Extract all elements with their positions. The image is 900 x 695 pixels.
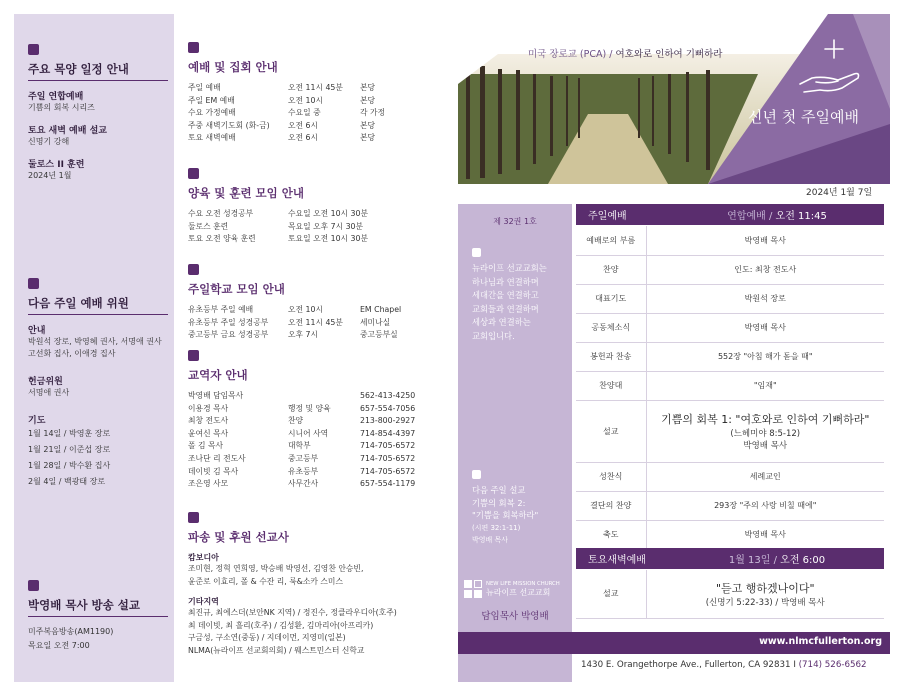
schedule-row: [188, 317, 444, 330]
row-time: [288, 390, 360, 403]
row-time: 토요일 오전 10시 30분: [288, 234, 368, 244]
schedule-row: [188, 440, 444, 453]
row-label: 축도: [576, 520, 646, 549]
row-time: 오후 7시: [288, 330, 319, 340]
next-sermon-line: 다음 주일 설교: [472, 485, 526, 495]
row-name: 토요 오전 양육 훈련: [188, 234, 256, 244]
row-name: 수요 가정예배: [188, 108, 236, 118]
row-time: 시니어 사역: [288, 428, 329, 438]
row-place: [438, 233, 444, 246]
row-label: 성찬식: [576, 462, 646, 491]
schedule-row: [188, 329, 444, 342]
schedule-row: [188, 120, 444, 133]
sermon-title: 기쁨의 회복 1: "여호와로 인하여 기뻐하라": [661, 413, 870, 426]
row-value: "임재": [646, 371, 884, 400]
training-section: [188, 168, 444, 246]
section-bullet-icon: [28, 44, 39, 55]
item-text: 1월 14일 / 박영훈 장로: [28, 429, 111, 438]
row-value: 552장 "아침 해가 돋을 때": [646, 342, 884, 371]
item-text: 2024년 1월: [28, 171, 72, 180]
row-name: 폴 김 목사: [188, 441, 224, 451]
row-place: 각 가정: [360, 108, 386, 118]
row-value: [646, 400, 884, 462]
section-bullet-icon: [28, 278, 39, 289]
sunday-service-bar: [576, 204, 884, 225]
row-label: 찬양: [576, 255, 646, 284]
row-value: 박영배 목사: [646, 520, 884, 549]
service-time: [670, 207, 884, 222]
section-title: 주요 목양 일정 안내: [28, 61, 168, 81]
website-link[interactable]: www.nlmcfullerton.org: [759, 636, 882, 647]
row-label: 대표기도: [576, 284, 646, 313]
section-bullet-icon: [188, 264, 199, 275]
item-heading: 주일 연합예배: [28, 92, 84, 102]
row-name: 중고등부 금요 성경공부: [188, 330, 269, 340]
table-row: [576, 520, 884, 549]
time-value: 오전 11:45: [775, 211, 827, 222]
website-bar: [458, 632, 890, 654]
schedule-row: [188, 453, 444, 466]
broadcast-section: [28, 580, 168, 653]
mission-text: 최진규, 최에스더(보안NK 지역) / 정진수, 정클라우디아(호주): [188, 608, 397, 618]
schedule-row: [188, 390, 444, 403]
church-logo: [464, 580, 572, 598]
table-row: [576, 400, 884, 462]
saturday-table: [576, 570, 884, 619]
table-row: [576, 313, 884, 342]
row-value: 박영배 목사: [646, 313, 884, 342]
row-place: 714-705-6572: [360, 466, 416, 476]
order-of-worship-table: [576, 226, 884, 550]
header-banner: [458, 14, 890, 184]
item-heading: 기도: [28, 416, 46, 426]
volume-number: 제 32권 1호: [493, 217, 537, 226]
committee-section: [28, 278, 168, 490]
item-text: 신명기 강해: [28, 137, 70, 146]
row-time: 유초등부: [288, 466, 319, 476]
item-text: 박원석 장로, 박영혜 권사, 서명애 권사: [28, 337, 162, 346]
item-text: 목요일 오전 7:00: [28, 641, 90, 650]
time-value: 오전 6:00: [780, 555, 826, 566]
row-name: 둘로스 훈련: [188, 221, 229, 231]
school-rows: [188, 304, 444, 342]
row-time: 찬양: [288, 416, 304, 426]
church-address: 1430 E. Orangethorpe Ave., Fullerton, CA 92831 I (714) 526-6562: [581, 660, 867, 670]
row-name: 조은영 사모: [188, 479, 229, 489]
mission-line: 뉴라이프 선교교회는: [472, 263, 547, 273]
row-label: 설교: [576, 400, 646, 462]
logo-english: NEW LIFE MISSION CHURCH: [486, 580, 560, 587]
sermon-reference: (느헤미야 8:5-12): [730, 429, 801, 439]
staff-rows: [188, 390, 444, 491]
row-name: 유초등부 주일 성경공부: [188, 317, 269, 327]
schedule-row: [188, 221, 444, 234]
church-logo-icon: [464, 580, 482, 598]
item-text: 2월 4일 / 백광태 장로: [28, 477, 106, 486]
schedule-row: [188, 82, 444, 95]
row-name: 최창 전도사: [188, 416, 229, 426]
item-heading: 헌금위원: [28, 377, 63, 387]
logo-korean: 뉴라이프 선교교회: [486, 587, 551, 597]
schedule-row: [188, 208, 444, 221]
item-text: 서명애 권사: [28, 388, 70, 397]
row-label: 찬양대: [576, 371, 646, 400]
schedule-row: [188, 107, 444, 120]
schedule-row: [188, 478, 444, 491]
row-time: 오전 10시: [288, 305, 323, 314]
bulletin-date: 2024년 1월 7일: [806, 188, 873, 198]
row-name: 이용경 목사: [188, 403, 229, 413]
schedule-row: [188, 304, 444, 317]
row-label: 공동체소식: [576, 313, 646, 342]
mission-statement: [472, 262, 568, 343]
mission-text: 구금성, 구소연(중동) / 지데이먼, 지영미(일본): [188, 633, 346, 643]
row-name: 데이빗 김 목사: [188, 466, 239, 476]
worship-section: [188, 42, 444, 145]
row-time: 오전 6시: [288, 120, 319, 130]
next-sermon-line: 기쁨의 회복 2:: [472, 497, 526, 508]
row-place: [438, 208, 444, 221]
item-heading: 안내: [28, 326, 46, 336]
section-bullet-icon: [188, 512, 199, 523]
schedule-row: [188, 415, 444, 428]
row-value: 293장 "주의 사랑 비칠 때에": [646, 491, 884, 520]
row-place: 본당: [360, 83, 376, 92]
denomination: 미국 장로교 (PCA): [528, 49, 607, 60]
row-time: 수요일 오전 10시 30분: [288, 209, 368, 218]
section-title: 다음 주일 예배 위원: [28, 295, 168, 315]
schedule-row: [188, 233, 444, 246]
phone-number: (714) 526-6562: [798, 660, 867, 670]
row-name: 주일 예배: [188, 83, 221, 92]
next-sermon-line: "기쁨을 회복하라": [472, 510, 539, 520]
hand-cross-icon: [794, 34, 866, 96]
row-name: 조나단 리 전도사: [188, 453, 246, 463]
training-rows: [188, 208, 444, 246]
header-subtitle: 미국 장로교 (PCA) / 여호와로 인하여 기뻐하라: [528, 49, 723, 60]
section-bullet-icon: [188, 42, 199, 53]
mission-region: 캄보디아: [188, 553, 219, 562]
row-value: 세례교인: [646, 462, 884, 491]
row-value: 박영배 목사: [646, 226, 884, 255]
slogan: 여호와로 인하여 기뻐하라: [615, 49, 723, 60]
row-place: 714-854-4397: [360, 428, 416, 438]
row-place: 본당: [360, 120, 376, 130]
row-time: 오전 10시: [288, 95, 323, 105]
schedule-row: [188, 428, 444, 441]
table-row: [576, 462, 884, 491]
item-text: 1월 28일 / 박수환 집사: [28, 461, 111, 470]
next-sermon: [472, 484, 568, 547]
section-bullet-icon: [472, 470, 481, 479]
schedule-section: [28, 44, 168, 182]
middle-panel: [186, 14, 446, 682]
row-name: 박영배 담임목사: [188, 391, 244, 400]
row-name: 유초등부 주일 예배: [188, 305, 254, 314]
section-bullet-icon: [188, 350, 199, 361]
row-time: 대학부: [288, 441, 311, 451]
row-place: 562-413-4250: [360, 391, 416, 400]
service-name: 토요새벽예배: [588, 555, 646, 566]
address-text: 1430 E. Orangethorpe Ave., Fullerton, CA 92831: [581, 660, 791, 670]
section-title: 박영배 목사 방송 설교: [28, 597, 168, 617]
row-label: 예배로의 부름: [576, 226, 646, 255]
mission-text: NLMA(뉴라이프 선교회의회) / 웨스트민스터 신학교: [188, 645, 365, 655]
school-section: [188, 264, 444, 342]
table-row: [576, 491, 884, 520]
preacher: 박영배 목사: [743, 441, 788, 451]
item-heading: 토요 새벽 예배 설교: [28, 126, 107, 136]
row-place: 657-554-7056: [360, 403, 416, 413]
mission-line: 교회들과 연결하며: [472, 303, 539, 314]
section-title: 양육 및 훈련 모임 안내: [188, 186, 304, 200]
mission-line: 하나님과 연결하며: [472, 276, 539, 287]
time-label: 연합예배 /: [727, 211, 773, 222]
mission-region: 기타지역: [188, 597, 219, 607]
sermon-reference: (신명기 5:22-33) / 박영배 목사: [705, 597, 825, 608]
table-row: [576, 226, 884, 255]
worship-rows: [188, 82, 444, 145]
schedule-row: [188, 95, 444, 108]
section-title: 파송 및 후원 선교사: [188, 530, 289, 544]
mission-text: 윤준로 이효리, 폴 & 수잔 리, 룩&소카 스미스: [188, 576, 343, 586]
next-sermon-line: (시편 32:1-11): [472, 523, 521, 532]
item-text: 고선화 집사, 이애경 집사: [28, 349, 116, 358]
time-label: 1월 13일 /: [728, 555, 777, 566]
schedule-row: [188, 403, 444, 416]
schedule-row: [188, 132, 444, 145]
service-title: 신년 첫 주일예배: [748, 108, 859, 126]
row-time: 오전 11시 45분: [288, 83, 343, 92]
next-sermon-line: 박영배 목사: [472, 536, 509, 544]
section-title: 교역자 안내: [188, 368, 248, 382]
schedule-row: [188, 466, 444, 479]
row-place: 213-800-2927: [360, 416, 416, 426]
section-title: 예배 및 집회 안내: [188, 60, 278, 74]
service-time: [670, 551, 884, 566]
section-bullet-icon: [28, 580, 39, 591]
row-label: 설교: [576, 570, 646, 618]
table-row: [576, 570, 884, 618]
row-time: 오전 11시 45분: [288, 317, 343, 327]
staff-section: [188, 350, 444, 491]
row-label: 결단의 찬양: [576, 491, 646, 520]
mission-text: 최 데이빗, 최 흘리(호주) / 김성환, 김마리아(아프리카): [188, 620, 374, 630]
row-place: 본당: [360, 133, 376, 143]
senior-pastor: 담임목사 박영배: [481, 611, 549, 622]
saturday-service-bar: [576, 548, 884, 569]
row-time: 목요일 오후 7시 30분: [288, 221, 364, 231]
row-name: 주중 새벽기도회 (화-금): [188, 120, 270, 130]
section-title: 주일학교 모임 안내: [188, 282, 285, 296]
left-panel: [14, 14, 174, 682]
item-heading: 둘로스 II 훈련: [28, 160, 85, 170]
table-row: [576, 255, 884, 284]
row-value: [646, 570, 884, 618]
row-time: 수요일 중: [288, 108, 321, 118]
row-time: 사무간사: [288, 479, 319, 489]
row-name: 토요 새벽예배: [188, 133, 236, 143]
table-row: [576, 342, 884, 371]
table-row: [576, 371, 884, 400]
row-name: 윤여신 목사: [188, 428, 229, 438]
row-time: 오전 6시: [288, 133, 319, 143]
table-row: [576, 284, 884, 313]
row-value: 박원석 장로: [646, 284, 884, 313]
row-place: 세미나실: [360, 317, 391, 327]
mission-line: 교회입니다.: [472, 330, 515, 341]
sermon-title: "듣고 행하겠나이다": [715, 581, 815, 595]
item-text: 기쁨의 회복 시리즈: [28, 103, 95, 112]
row-place: 714-705-6572: [360, 453, 416, 463]
row-place: 657-554-1179: [360, 479, 416, 489]
row-value: 인도: 최창 전도사: [646, 255, 884, 284]
mission-text: 조미현, 정혁 연희영, 박승배 박영선, 김영찬 안승빈,: [188, 564, 364, 573]
row-place: 714-705-6572: [360, 441, 416, 451]
section-bullet-icon: [188, 168, 199, 179]
info-column: [458, 204, 572, 682]
row-place: 중고등부실: [360, 330, 398, 340]
row-label: 봉헌과 찬송: [576, 342, 646, 371]
missions-section: [188, 512, 444, 658]
row-place: [438, 221, 444, 234]
mission-line: 세대간을 연결하고: [472, 290, 539, 300]
mission-line: 세상과 연결하는: [472, 317, 531, 327]
row-time: 중고등부: [288, 453, 319, 463]
row-place: 본당: [360, 95, 376, 105]
row-name: 수요 오전 성경공부: [188, 209, 254, 218]
row-place: EM Chapel: [360, 305, 402, 314]
service-name: 주일예배: [588, 211, 627, 222]
item-text: 1월 21일 / 이준섭 장로: [28, 445, 111, 454]
row-time: 행정 및 양육: [288, 403, 331, 413]
section-bullet-icon: [472, 248, 481, 257]
item-text: 미주복음방송(AM1190): [28, 627, 114, 636]
row-name: 주일 EM 예배: [188, 95, 235, 105]
